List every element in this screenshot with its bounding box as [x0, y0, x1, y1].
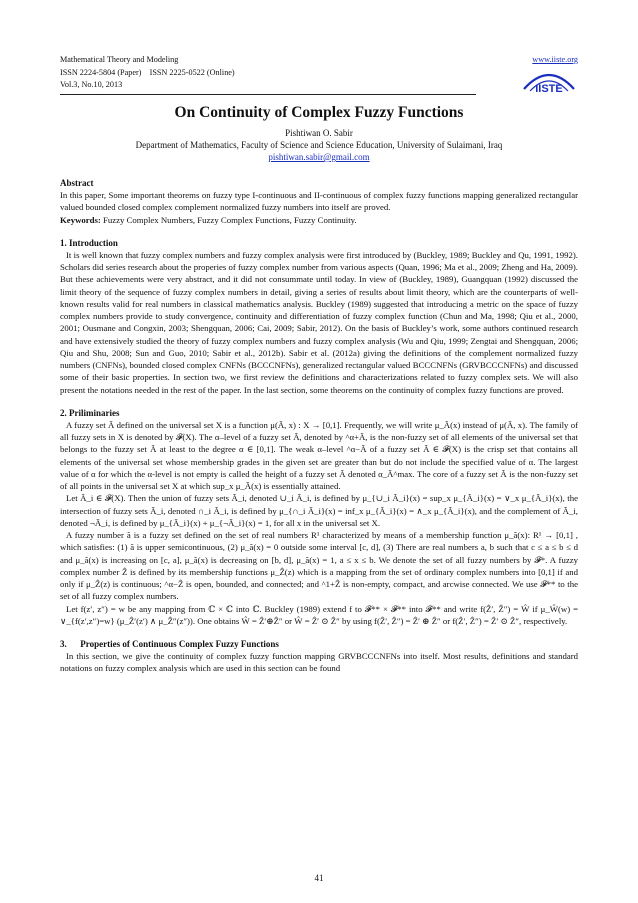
section-heading-introduction: 1. Introduction: [60, 237, 118, 248]
keywords-line: [60, 214, 578, 226]
page-number: 41: [314, 873, 324, 883]
journal-name: Mathematical Theory and Modeling: [60, 55, 179, 64]
keywords-label: Keywords:: [60, 214, 101, 225]
paper-body: [60, 104, 578, 675]
section-heading-preliminaries: 2. Priliminaries: [60, 407, 120, 418]
iiste-logo: [520, 67, 578, 95]
abstract-text: In this paper, Some important theorems on fuzzy type I-continuous and II-continuous of complex fuzzy functions mapping generalized rectangular valued bounded closed complex complement normalized fuzzy numbers into itself are proved.: [60, 190, 578, 213]
paper-title: On Continuity of Complex Fuzzy Functions: [174, 104, 464, 121]
prelim-paragraph-3: A fuzzy number ã is a fuzzy set defined on the set of real numbers R¹ characterized by means of a membership function μ_ã(x): R¹ → [0,1] , which satisfies: (1) ã is upper semicontinuous, (2) μ_ã(x) = 0 outside some interval [c, d], (3) There are real numbers a, b such that c ≤ a ≤ b ≤ d and μ_ã(x) is increasing on [c, a], μ_ã(x) is decreasing on [b, d], μ_ã(x) = 1, a ≤ x ≤ b. We denote the set of all fuzzy numbers by 𝓕*. A fuzzy complex number Ẑ is defined by its membership functions μ_Ẑ(z) which is a mapping from the set of ordinary complex numbers into [0,1] if and only if μ_Ẑ(z) is continuous; ^α−Ẑ is open, bounded, and connected; and ^1+Ẑ is non-empty, compact, and arcwise connected. We use 𝓕** to the set of all fuzzy complex numbers.: [60, 530, 578, 602]
author-affiliation: Department of Mathematics, Faculty of Science and Science Education, University of Sulaimani, Iraq: [135, 140, 503, 150]
journal-header: [60, 54, 578, 92]
prelim-paragraph-4: Let f(z′, z″) = w be any mapping from ℂ × ℂ into ℂ. Buckley (1989) extend f to 𝓕** × 𝓕** into 𝓕** and write f(Ẑ′, Ẑ″) = Ŵ if μ_Ŵ(w) = ∨_{f(z′,z″)=w} (μ_Ẑ′(z′) ∧ μ_Ẑ″(z″)). One obtains Ŵ = Ẑ′⊕Ẑ″ or Ŵ = Ẑ′ ⊙ Ẑ″ by using f(Ẑ′, Ẑ″) = Ẑ′ ⊕ Ẑ″ or f(Ẑ′, Ẑ″) = Ẑ′ ⊙ Ẑ″, respectively.: [60, 603, 578, 626]
abstract-heading: Abstract: [60, 178, 94, 188]
journal-issn: ISSN 2224-5804 (Paper) ISSN 2225-0522 (Online): [60, 67, 235, 77]
section-heading-properties: 3. Properties of Continuous Complex Fuzzy Functions: [60, 639, 279, 649]
journal-url-link[interactable]: www.iiste.org: [532, 55, 578, 64]
author-email-link[interactable]: pishtiwan.sabir@gmail.com: [268, 152, 370, 162]
author-block: [60, 127, 578, 163]
prelim-paragraph-1: A fuzzy set Ã defined on the universal set X is a function μ(Ã, x) : X → [0,1]. Frequently, we will write μ_Ã(x) instead of μ(Ã, x). The family of all fuzzy sets in X is denoted by 𝓕(X). The α–level of a fuzzy set Ã, denoted by ^α+Ã, is the non-fuzzy set of all elements of the universal set that belongs to the fuzzy set Ã at least to the degree α ∈ [0,1]. The weak α–level ^α−Ã of a fuzzy set Ã ∈ 𝓕(X) is the crisp set that contains all elements of the universal set whose membership grades in the given set are greater than but do not include the specified value of α. The largest value of α for which the α-level is not empty is called the height of a fuzzy set Ã denoted α_Ã^max. The core of a fuzzy set Ã is the non-fuzzy set of all points in the universal set X at which sup_x μ_Ã(x) is essentially attained.: [60, 419, 578, 491]
header-rule: [60, 94, 476, 95]
intro-paragraph: It is well known that fuzzy complex numbers and fuzzy complex analysis were first introduced by (Buckley, 1989; Buckley and Qu, 1991, 1992). Scholars did series research about the properies of fuzzy complex number from various aspects (Quan, 1996; Ma et al., 2009; Zheng and Ha, 2009). But these achievements were very abstract, and it did not consummate until today. In view of (Buckley, 1989), Guangquan (1992) discussed the limit theory of the sequence of fuzzy complex numbers in detail, giving a series of results about limit theory, which are the counterparts of well-known results valid for real numbers in classical mathematics analysis. Buckley (1989) suggested that introducing a metric on the space of fuzzy complex numbers provide to study convergence, continuity and differentiation of fuzzy complex function (Chun and Ma, 1998; Qiu et al., 2000, 2001; Ousmane and Congxin, 2003; Shengquan, 2006; Cai, 2009; Sabir, 2012). On the basis of Buckley’s work, some authors continued research and have extensively studied the theory of fuzzy complex numbers and fuzzy complex analysis (Wu and Qiu, 1999; Zengtai and Shengquan, 2006; Qiu and Shu, 2008; Sun and Guo, 2010; Sabir et al., 2012b). Sabir et al. (2012a) giving the definitions of the complement normalized fuzzy numbers (CNFNs), bounded closed complex CNFNs (BCCCNFNs), generalized rectangular valued BCCCNFNs (GRVBCCCNFNs) and discussed some of their basic properties. In section two, we first review the definitions and characterizations related to fuzzy complex sets. We will also present the notations needed in the rest of the paper. In the last section, some theorems on the continuity of complex fuzzy functions are proved.: [60, 249, 578, 395]
keywords-text: Fuzzy Complex Numbers, Fuzzy Complex Functions, Fuzzy Continuity.: [103, 214, 357, 225]
prelim-paragraph-2: Let Ã_i ∈ 𝓕(X). Then the union of fuzzy sets Ã_i, denoted ∪_i Ã_i, is defined by μ_{∪_i Ã_i}(x) = sup_x μ_{Ã_i}(x) = ∨_x μ_{Ã_i}(x), the intersection of fuzzy sets Ã_i, denoted ∩_i Ã_i, is defined by μ_{∩_i Ã_i}(x) = inf_x μ_{Ã_i}(x) = ∧_x μ_{Ã_i}(x), and the complement of Ã_i, denoted ¬Ã_i, is defined by μ_{Ã_i}(x) + μ_{¬Ã_i}(x) = 1, for all x in the universal set X.: [60, 493, 578, 528]
author-name: Pishtiwan O. Sabir: [285, 128, 353, 138]
logo-text: IISTE: [535, 83, 563, 95]
journal-volume: Vol.3, No.10, 2013: [60, 80, 123, 90]
iiste-logo-icon: [520, 67, 578, 95]
properties-paragraph: In this section, we give the continuity of complex fuzzy function mapping GRVBCCCNFNs into itself. Most results, definitions and standard notations on fuzzy complex analysis which are used in this section can be found: [60, 651, 578, 674]
